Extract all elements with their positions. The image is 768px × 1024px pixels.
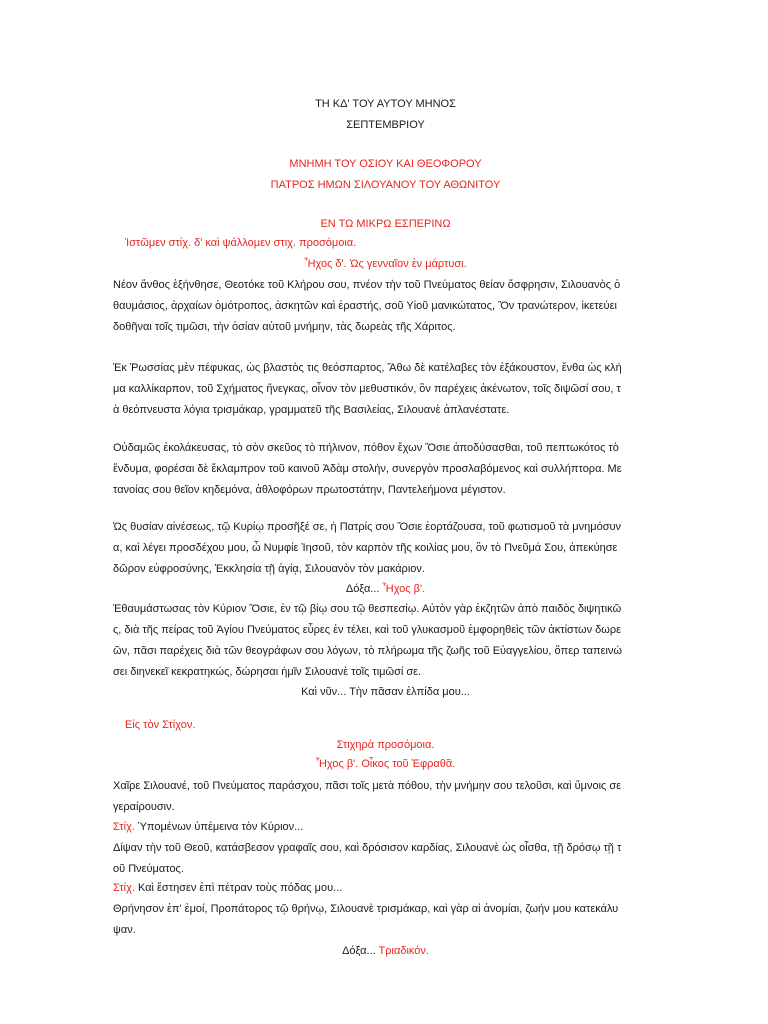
stix-label-1: Στίχ. bbox=[113, 821, 135, 833]
tone-heading-1: Ἦχος δ'. Ὡς γενναῖον ἐν μάρτυσι. bbox=[304, 258, 467, 270]
doxa2-text: Δόξα... bbox=[342, 945, 376, 957]
hymn4-line1: Ὡς θυσίαν αἰνέσεως, τῷ Κυρίῳ προσῆξέ σε, ἡ Πατρίς σου Ὅσιε ἑορτάζουσα, τοῦ φωτισμοῦ τὰ μνημόσυν bbox=[113, 521, 622, 533]
hymn1-line1: Νέον ἄνθος ἐξήνθησε, Θεοτόκε τοῦ Κλήρου σου, πνέον τὴν τοῦ Πνεύματος θείαν ὄσφρησιν, Σιλουανὸς ὁ bbox=[113, 279, 621, 291]
doxa-tone: Ἦχος β'. bbox=[382, 583, 426, 595]
hymn3-line1: Οὐδαμῶς ἐκολάκευσας, τὸ σὸν σκεῦος τὸ πήλινον, πόθον ἔχων Ὅσιε ἀποδύσασθαι, τοῦ πεπτωκότος τὸ bbox=[113, 442, 619, 454]
eis-ton-stixon: Εἰς τὸν Στίχον. bbox=[125, 719, 196, 731]
hymn5-line3: ῶν, πᾶσι παρέχεις διὰ τῶν θεογράφων σου λόγων, τὸ πλήρωμα τῆς ζωῆς τοῦ Εὐαγγελίου, ὅπερ ταπεινώ bbox=[113, 645, 623, 657]
verse-line-1 bbox=[113, 820, 658, 834]
stixira-title: Στιχηρὰ προσόμοια. bbox=[336, 739, 435, 751]
hymn4-line3: δῶρον εὐφροσύνης, Ἐκκλησία τῇ ἁγίᾳ, Σιλουανὸν τὸν μακάριον. bbox=[113, 563, 425, 575]
doxa-line-1 bbox=[113, 582, 658, 596]
hymn8-line1: Θρήνησον ἐπ' ἐμοί, Προπάτορος τῷ θρήνῳ, Σιλουανὲ τρισμάκαρ, καὶ γὰρ αἱ ἀνομίαι, ζωήν μου κατεκάλυ bbox=[113, 903, 619, 915]
hymn1-line2: θαυμάσιος, ἀρχαίων ὁμότροπος, ἀσκητῶν καὶ ἐραστής, σοῦ Υἱοῦ μανικώτατος, Ὅν τρανώτερον, ἱκετεύει bbox=[113, 300, 617, 312]
doxa2-label: Τριαδικόν. bbox=[378, 945, 429, 957]
verse-text-1: Ὑπομένων ὑπέμεινα τὸν Κύριον... bbox=[137, 821, 304, 833]
doxa-text: Δόξα... bbox=[345, 583, 380, 595]
hymn5-line1: Ἐθαυμάστωσας τὸν Κύριον Ὅσιε, ἐν τῷ βίῳ σου τῷ θεσπεσίῳ. Αὐτὸν γὰρ ἐκζητῶν ἀπὸ παιδὸς διψητικῶ bbox=[113, 603, 622, 615]
hymn7-line1: Δίψαν τὴν τοῦ Θεοῦ, κατάσβεσον γραφαῖς σου, καὶ δρόσισον καρδίας, Σιλουανὲ ὡς οἶσθα, τῇ δρόσῳ τῇ τ bbox=[113, 842, 622, 854]
hymn2-line1: Ἐκ Ῥωσσίας μὲν πέφυκας, ὡς βλαστὸς τις θεόσπαρτος, Ἄθω δὲ κατέλαβες τὸν ἐξάκουστον, ἔνθα ὡς κλή bbox=[113, 362, 622, 374]
verse-line-2 bbox=[113, 881, 658, 895]
hymn5-line4: σει διηνεκεῖ κεκρατηκώς, δώρησαι ἡμῖν Σιλουανὲ τοῖς τιμῶσί σε. bbox=[113, 666, 422, 678]
hymn3-line3: τανοίας σου θεῖον κηδεμόνα, ἀθλοφόρων πρωτοστάτην, Παντελεήμονα μέγιστον. bbox=[113, 484, 506, 496]
hymn2-line3: ὰ θεόπνευστα λόγια τρισμάκαρ, γραμματεῦ τῆς Βασιλείας, Σιλουανὲ ἀπλανέστατε. bbox=[113, 404, 510, 416]
hymn7-line2: οῦ Πνεύματος. bbox=[113, 863, 184, 875]
hymn5-line2: ς, διὰ τῆς πείρας τοῦ Ἁγίου Πνεύματος εὗρες ἐν τέλει, καὶ τοῦ γλυκασμοῦ ἐμφορηθεὶς τῶν ἀκτίστων δωρε bbox=[113, 624, 622, 636]
hymn4-line2: α, καὶ λέγει προσδέχου μου, ὦ Νυμφίε Ἰησοῦ, τὸν καρπὸν τῆς κοιλίας μου, ὃν τὸ Πνεῦμά Σου, ἀπεκύησε bbox=[113, 542, 618, 554]
title-line-2: ΣΕΠΤΕΜΒΡΙΟΥ bbox=[346, 119, 425, 131]
hymn3-line2: ἔνδυμα, φορέσαι δὲ ἔκλαμπρον τοῦ καινοῦ Ἀδὰμ στολήν, συνεργὸν προσλαβόμενος καὶ συλλήπτορα. Με bbox=[113, 463, 622, 475]
hymn1-line3: δοθῆναι τοῖς τιμῶσι, τὴν ὁσίαν αὐτοῦ μνήμην, τὰς δωρεὰς τῆς Χάριτος. bbox=[113, 321, 456, 333]
verse-text-2: Καὶ ἔστησεν ἐπὶ πέτραν τοὺς πόδας μου... bbox=[137, 882, 343, 894]
hymn6-line2: γεραίρουσιν. bbox=[113, 801, 175, 813]
hymn8-line2: ψαν. bbox=[113, 924, 136, 936]
kai-nyn-line: Καὶ νῦν... Τὴν πᾶσαν ἐλπίδα μου... bbox=[301, 686, 470, 698]
rubric-line: Ἱστῶμεν στίχ. δ' καὶ ψάλλομεν στιχ. προσόμοια. bbox=[125, 237, 357, 249]
stix-label-2: Στίχ. bbox=[113, 882, 135, 894]
memory-line-1: ΜΝΗΜΗ ΤΟΥ ΟΣΙΟΥ ΚΑΙ ΘΕΟΦΟΡΟΥ bbox=[289, 158, 482, 170]
hymn6-line1: Χαῖρε Σιλουανέ, τοῦ Πνεύματος παράσχου, πᾶσι τοῖς μετὰ πόθου, τὴν μνήμην σου τελοῦσι, καὶ ὕμνοις σε bbox=[113, 780, 622, 792]
title-line-1: ΤΗ ΚΔ' ΤΟΥ ΑΥΤΟΥ ΜΗΝΟΣ bbox=[315, 98, 456, 110]
tone-heading-2: Ἦχος β'. Οἶκος τοῦ Ἐφραθᾶ. bbox=[315, 758, 456, 770]
section-heading: ΕΝ ΤΩ ΜΙΚΡΩ ΕΣΠΕΡΙΝΩ bbox=[320, 218, 451, 230]
hymn2-line2: μα καλλίκαρπον, τοῦ Σχήματος ἤνεγκας, οἶνον τὸν μεθυστικόν, ὃν παρέχεις ἀκένωτον, τοῖς διψῶσί σου, τ bbox=[113, 383, 621, 395]
memory-line-2: ΠΑΤΡΟΣ ΗΜΩΝ ΣΙΛΟΥΑΝΟΥ ΤΟΥ ΑΘΩΝΙΤΟΥ bbox=[270, 179, 501, 191]
doxa-line-2 bbox=[113, 944, 658, 958]
